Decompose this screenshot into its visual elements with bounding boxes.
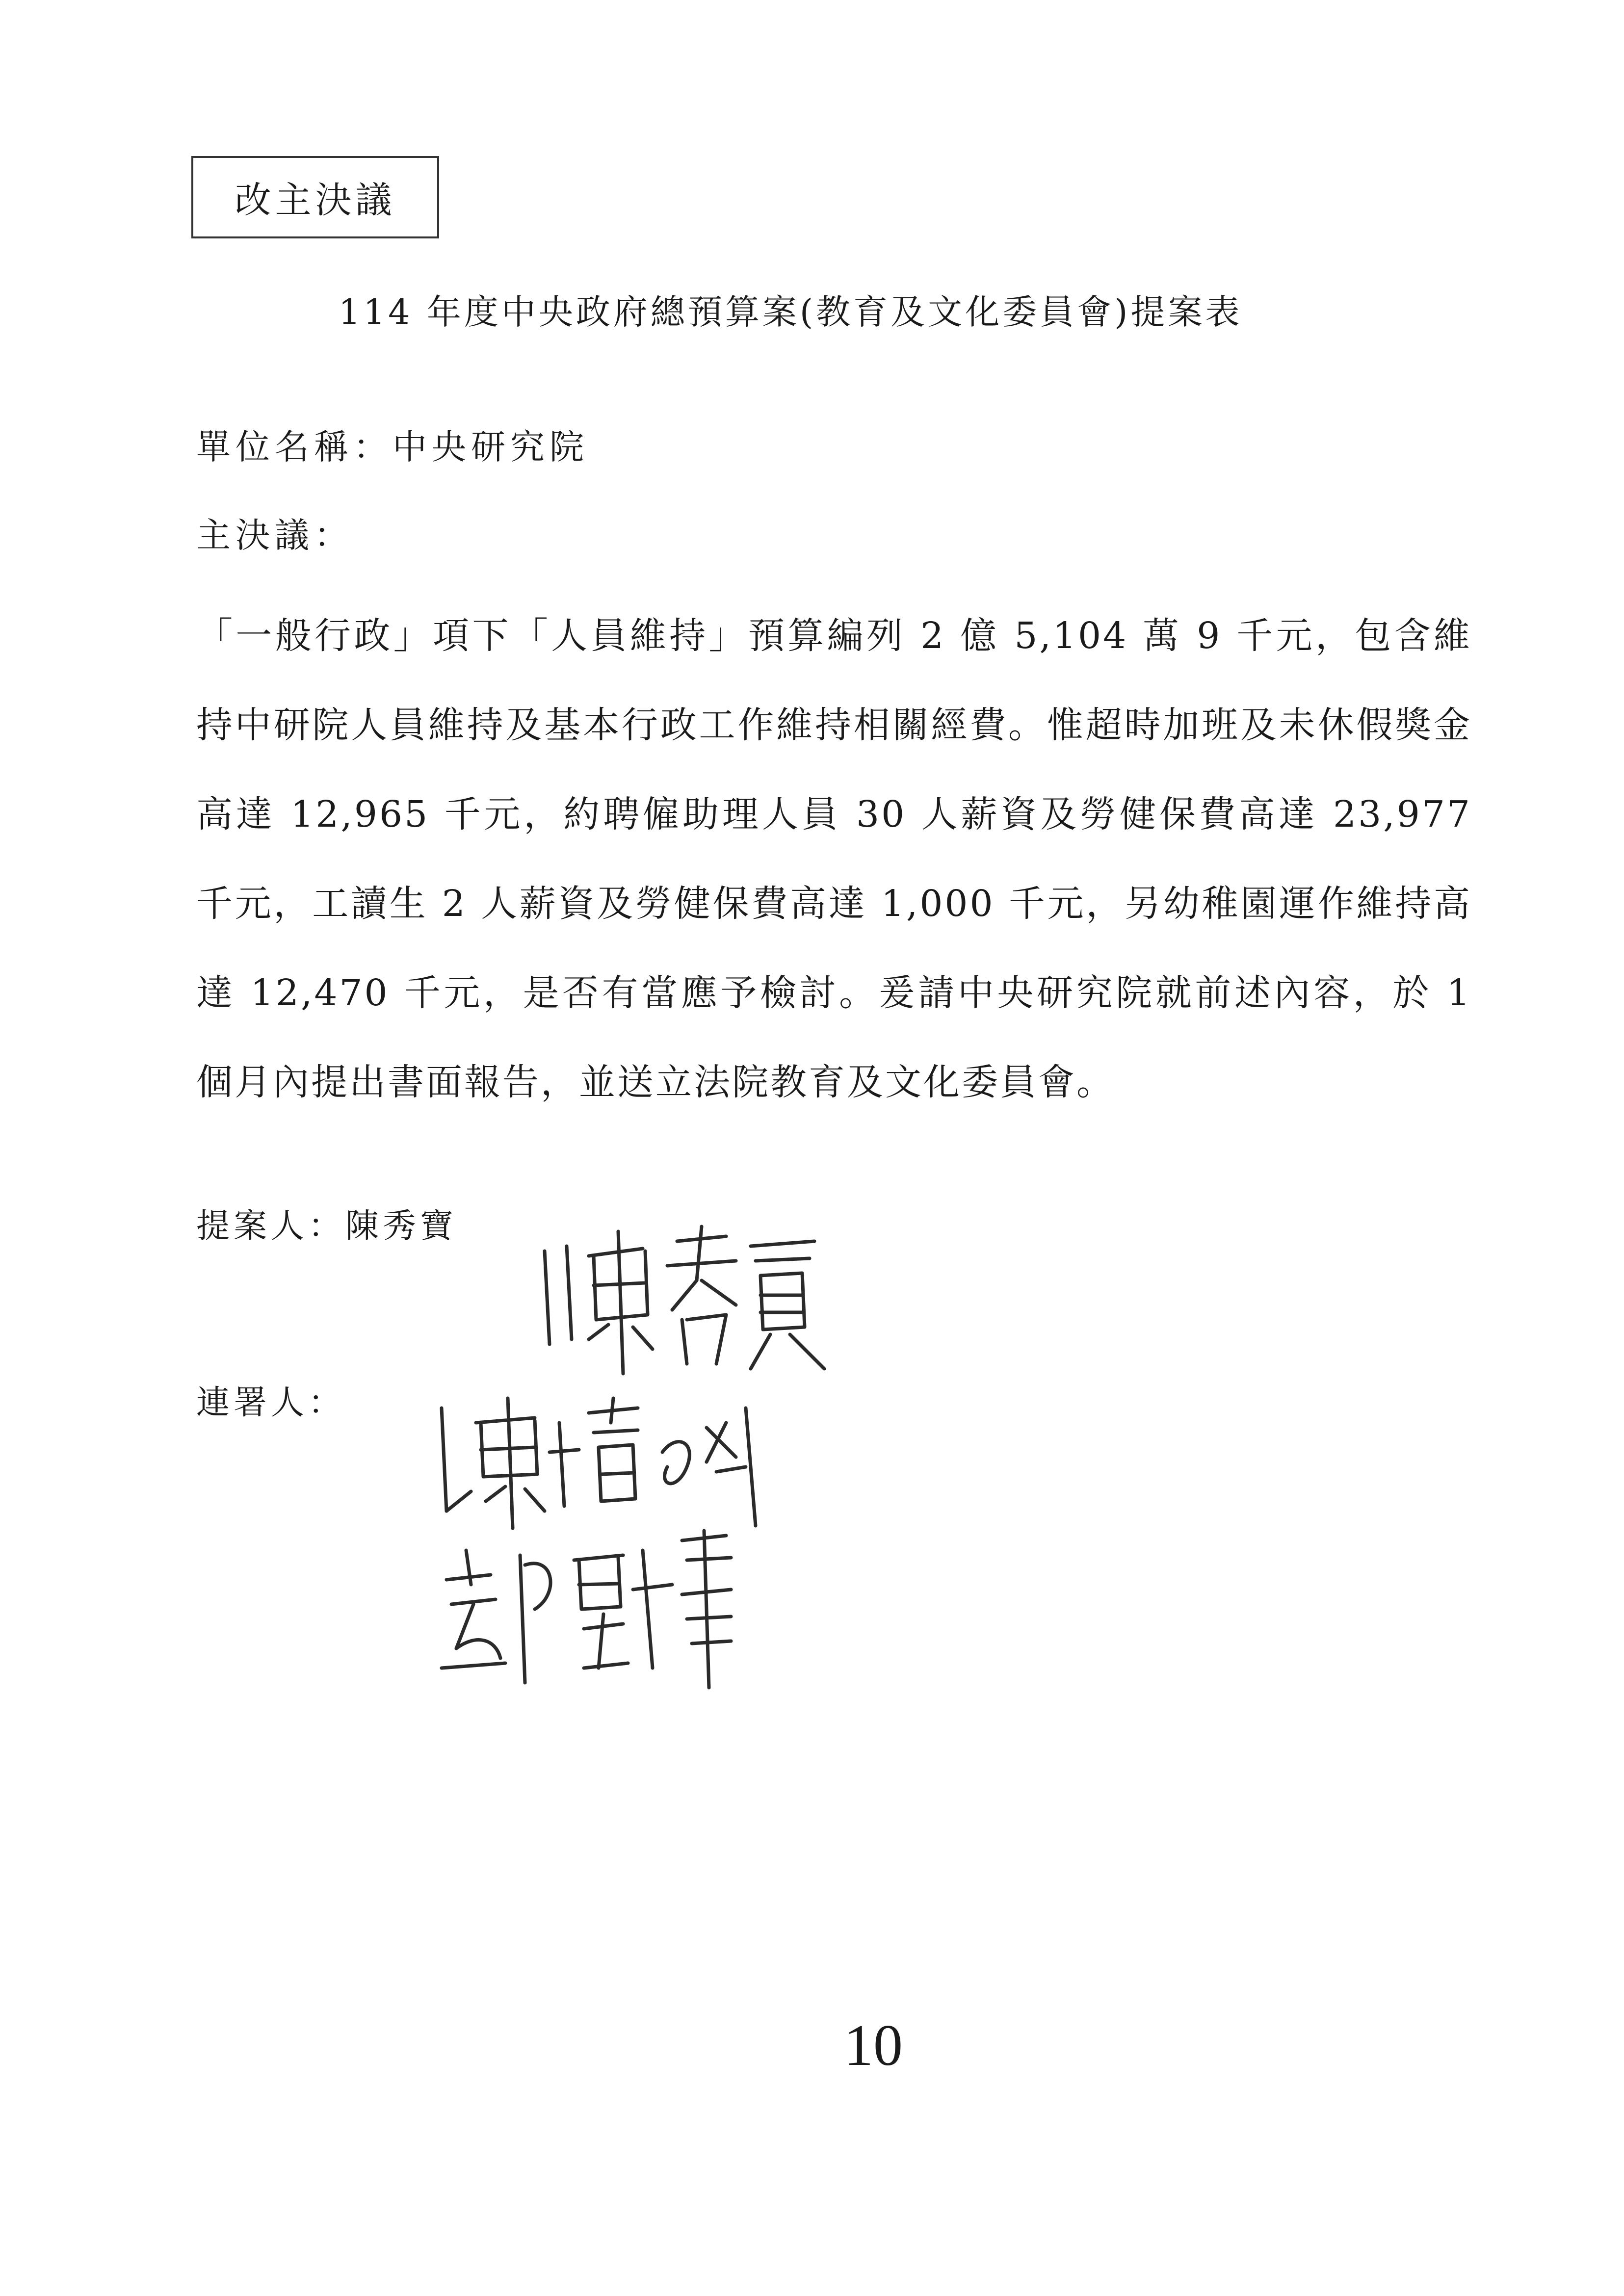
page-number: 10 (844, 2012, 903, 2078)
cosigner-label: 連署人： (196, 1383, 346, 1422)
proposer-line (196, 1200, 457, 1247)
stamp-label: 改主決議 (235, 179, 396, 221)
document-title: 114 年度中央政府總預算案(教育及文化委員會)提案表 (339, 292, 1243, 332)
unit-label: 單位名稱： (196, 427, 393, 467)
cosigner-signature-1 (432, 1393, 785, 1531)
unit-line (196, 419, 589, 469)
proposer-signature (530, 1222, 834, 1379)
resolution-text: 「一般行政」項下「人員維持」預算編列 2 億 5,104 萬 9 千元，包含維持中研院人員維持及基本行政工作維持相關經費。惟超時加班及未休假獎金高達 12,965 千元，約聘僱助理人員 30 人薪資及勞健保費高達 23,977 千元，工讀生 2 人薪資及勞健保費高達 1,000 千元，另幼稚園運作維持高達 12,470 千元，是否有當應予檢討。爰請中央研究院就前述內容，於 1 個月內提出書面報告，並送立法院教育及文化委員會。 (196, 615, 1472, 1103)
amended-resolution-stamp (191, 156, 439, 238)
proposer-label: 提案人： (196, 1207, 346, 1246)
unit-name: 中央研究院 (393, 427, 589, 467)
cosigner-line (196, 1376, 345, 1424)
resolution-label: 主決議： (196, 515, 353, 555)
proposer-name: 陳秀寶 (345, 1207, 458, 1246)
cosigner-signature-2 (437, 1521, 751, 1697)
